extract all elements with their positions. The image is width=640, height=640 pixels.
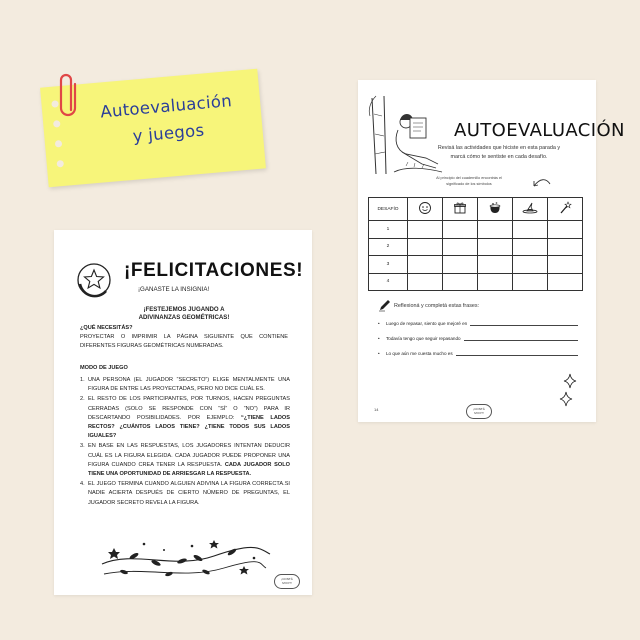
autoevaluacion-page <box>358 80 625 422</box>
needs-text: PROYECTAR O IMPRIMIR LA PÁGINA SIGUIENTE QUE CONTIENE DIFERENTES FIGURAS GEOMÉTRICAS NUMERADAS. <box>80 334 288 349</box>
smiley-face-icon <box>408 198 443 221</box>
rule-item: 1. UNA PERSONA (EL JUGADOR “SECRETO”) ELIGE MENTALMENTE UNA FIGURA DE ENTRE LAS PROYECTADAS, PERO NO DICE CUÁL ES. <box>80 377 290 393</box>
curved-arrow-icon <box>532 176 552 190</box>
page-number: 14 <box>374 407 379 412</box>
cheer-heading <box>94 306 274 322</box>
symbols-note: Al principio del cuadernillo encontrás el significado de los símbolos <box>436 176 502 186</box>
sticky-note-title <box>77 85 257 154</box>
floral-vine-icon <box>94 530 274 582</box>
note-title-line2: y juegos <box>131 120 206 146</box>
table-header-row <box>369 198 583 221</box>
page-title: AUTOEVALUACIÓN <box>454 120 625 141</box>
witch-hat-icon <box>513 198 548 221</box>
rule-item: 4. EL JUEGO TERMINA CUANDO ALGUIEN ADIVINA LA FIGURA CORRECTA.SI NADIE ACIERTA DESPUÉS DE CIERTO NÚMERO DE PREGUNTAS, EL JUGADOR SECRETO REVELA LA FIGURA. <box>80 481 290 506</box>
magic-wand-icon <box>548 198 583 221</box>
pencil-icon <box>378 298 392 312</box>
table-row: 4 <box>369 273 583 291</box>
girl-reading-under-tree-icon <box>366 94 444 178</box>
self-assessment-table <box>368 197 583 291</box>
reflection-prompt-1[interactable]: • Luego de repasar, siento que mejoré en <box>378 320 578 326</box>
rules-list <box>80 376 290 509</box>
badge-subtitle: ¡GANASTE LA INSIGNIA! <box>138 286 210 293</box>
intro-text: Revisá las actividades que hiciste en esta parada y marcá cómo te sentiste en cada desafío. <box>437 145 561 160</box>
brand-logo: ¡CONTÁ MI FIT! <box>274 574 300 589</box>
table-row: 2 <box>369 238 583 256</box>
note-title-line1: Autoevaluación <box>99 91 233 122</box>
table-row: 1 <box>369 221 583 239</box>
cheer-line1: ¡FESTEJEMOS JUGANDO A <box>143 306 225 313</box>
needs-heading: ¿QUÉ NECESITÁS? <box>80 325 133 331</box>
star-badge-icon <box>76 262 112 298</box>
sparkle-stars-icon <box>558 372 582 412</box>
cheer-line2: ADIVINANZAS GEOMÉTRICAS! <box>138 314 230 321</box>
rule-item: 3. EN BASE EN LAS RESPUESTAS, LOS JUGADORES INTENTAN DEDUCIR CUÁL ES LA FIGURA ELEGIDA. CADA JUGADOR PUEDE PROPONER UNA FIGURA CUANDO CREA TENER LA RESPUESTA. CADA JUGADOR SOLO TIENE UNA OPORTUNIDAD DE ARRIESGAR LA RESPUESTA. <box>80 443 290 478</box>
cauldron-icon <box>478 198 513 221</box>
reflection-prompt-3[interactable]: • Lo que aún me cuesta mucho es <box>378 350 578 356</box>
mode-heading: MODO DE JUEGO <box>80 365 128 371</box>
reflection-heading: Reflexioná y completá estas frases: <box>394 303 480 309</box>
table-row: 3 <box>369 256 583 274</box>
brand-logo: ¡CONTÁ MI FIT! <box>466 404 492 419</box>
rule-item: 2. EL RESTO DE LOS PARTICIPANTES, POR TURNOS, HACEN PREGUNTAS CERRADAS (SOLO SE RESPONDE CON “SÍ” O “NO”) PARA IR DESCARTANDO POSIBILIDADES. POR EJEMPLO: “¿TIENE LADOS RECTOS? ¿CUÁNTOS LADOS TIENE? ¿TIENE TODOS SUS LADOS IGUALES? <box>80 396 290 440</box>
paperclip-icon <box>58 70 78 118</box>
gift-box-icon <box>443 198 478 221</box>
felicitaciones-page <box>54 230 312 595</box>
page-title: ¡FELICITACIONES! <box>124 260 304 281</box>
header-desafio: DESAFÍO <box>369 198 408 221</box>
reflection-prompt-2[interactable]: • Todavía tengo que seguir repasando <box>378 335 578 341</box>
